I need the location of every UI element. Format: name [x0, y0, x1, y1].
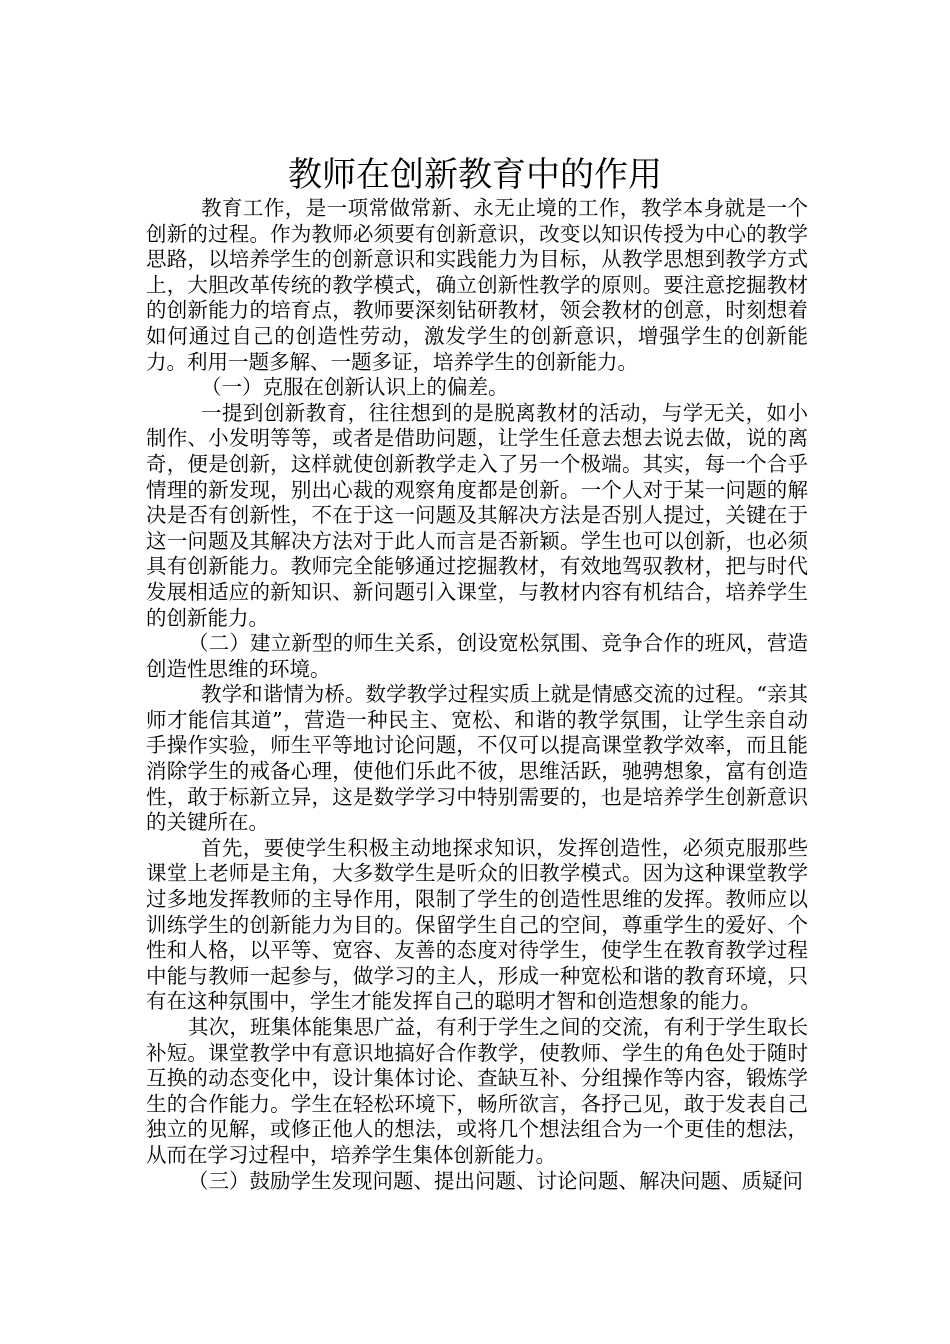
paragraph-second: 其次，班集体能集思广益，有利于学生之间的交流，有利于学生取长补短。课堂教学中有意识地搞好合作教学，使教师、学生的角色处于随时互换的动态变化中，设计集体讨论、查缺互补、分组操作等内容，锻炼学生的合作能力。学生在轻松环境下，畅所欲言，各抒己见，敢于发表自己独立的见解，或修正他人的想法，或将几个想法组合为一个更佳的想法，从而在学习过程中，培养学生集体创新能力。 — [146, 1015, 808, 1167]
section-heading-2: （二）建立新型的师生关系，创设宽松氛围、竞争合作的班风，营造创造性思维的环境。 — [146, 631, 808, 681]
section-heading-3: （三）鼓励学生发现问题、提出问题、讨论问题、解决问题、质疑问 — [188, 1168, 803, 1193]
document-body — [146, 196, 808, 1194]
paragraph-intro: 教育工作，是一项常做常新、永无止境的工作，教学本身就是一个创新的过程。作为教师必须要有创新意识，改变以知识传授为中心的教学思路，以培养学生的创新意识和实践能力为目标，从教学思想到教学方式上，大胆改革传统的教学模式，确立创新性教学的原则。要注意挖掘教材的创新能力的培育点，教师要深刻钻研教材，领会教材的创意，时刻想着如何通过自己的创造性劳动，激发学生的创新意识，增强学生的创新能力。利用一题多解、一题多证，培养学生的创新能力。 — [146, 196, 808, 374]
section-heading-1: （一）克服在创新认识上的偏差。 — [201, 375, 509, 400]
paragraph-first: 首先，要使学生积极主动地探求知识，发挥创造性，必须克服那些课堂上老师是主角，大多数学生是听众的旧教学模式。因为这种课堂教学过多地发挥教师的主导作用，限制了学生的创造性思维的发挥。教师应以训练学生的创新能力为目的。保留学生自己的空间，尊重学生的爱好、个性和人格，以平等、宽容、友善的态度对待学生，使学生在教育教学过程中能与教师一起参与，做学习的主人，形成一种宽松和谐的教育环境，只有在这种氛围中，学生才能发挥自己的聪明才智和创造想象的能力。 — [146, 835, 808, 1014]
document-title: 教师在创新教育中的作用 — [288, 154, 662, 195]
paragraph-section-1: 一提到创新教育，往往想到的是脱离教材的活动，与学无关，如小制作、小发明等等，或者是借助问题，让学生任意去想去说去做，说的离奇，便是创新，这样就使创新教学走入了另一个极端。其实，每一个合乎情理的新发现，别出心裁的观察角度都是创新。一个人对于某一问题的解决是否有创新性，不在于这一问题及其解决方法是否别人提过，关键在于这一问题及其解决方法对于此人而言是否新颖。学生也可以创新，也必须具有创新能力。教师完全能够通过挖掘教材，有效地驾驭教材，把与时代发展相适应的新知识、新问题引入课堂，与教材内容有机结合，培养学生的创新能力。 — [146, 400, 808, 630]
paragraph-harmony: 教学和谐情为桥。数学教学过程实质上就是情感交流的过程。“亲其师才能信其道”，营造一种民主、宽松、和谐的教学氛围，让学生亲自动手操作实验，师生平等地讨论问题，不仅可以提高课堂教学效率，而且能消除学生的戒备心理，使他们乐此不彼，思维活跃，驰骋想象，富有创造性，敢于标新立异，这是数学学习中特别需要的，也是培养学生创新意识的关键所在。 — [146, 682, 808, 835]
